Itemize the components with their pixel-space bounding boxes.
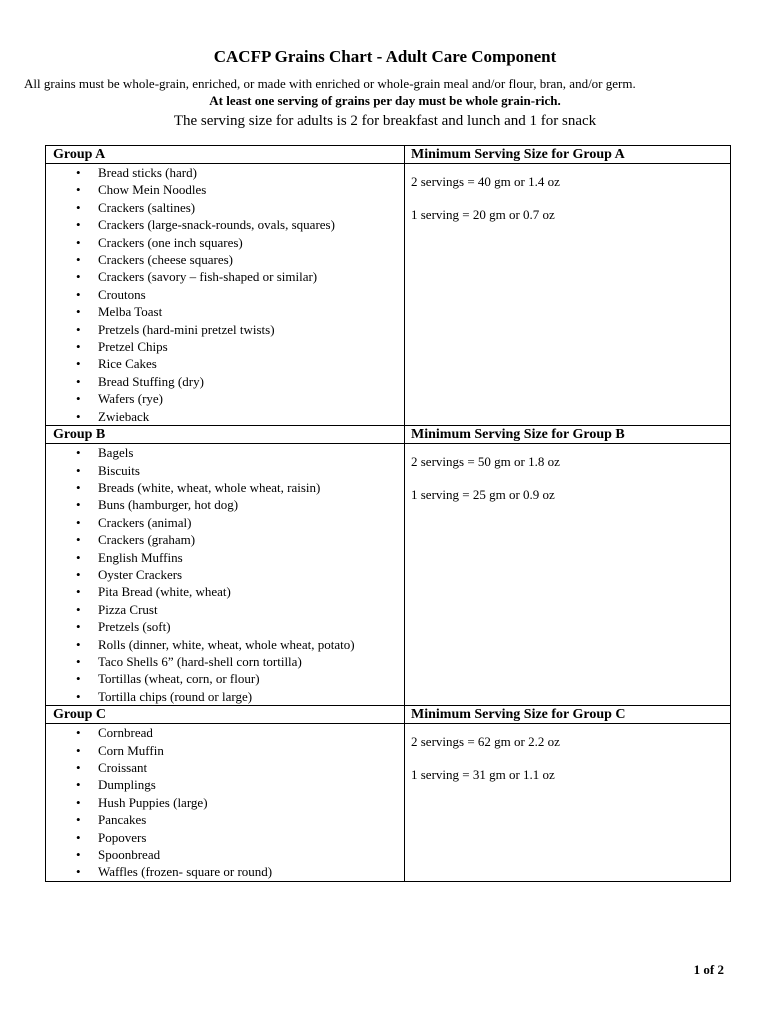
group-c-sizes-cell xyxy=(405,724,731,882)
food-item: • Zwieback xyxy=(46,408,404,425)
food-item: • Crackers (graham) xyxy=(46,531,404,548)
group-b-size-header: Minimum Serving Size for Group B xyxy=(405,426,731,444)
food-item: • Hush Puppies (large) xyxy=(46,794,404,811)
food-item: • Taco Shells 6” (hard-shell corn tortilla) xyxy=(46,653,404,670)
food-item: • Croutons xyxy=(46,286,404,303)
food-item: • Crackers (large-snack-rounds, ovals, squares) xyxy=(46,216,404,233)
serving-size-note: The serving size for adults is 2 for breakfast and lunch and 1 for snack xyxy=(173,113,597,129)
food-item: • Corn Muffin xyxy=(46,742,404,759)
food-item: • Biscuits xyxy=(46,462,404,479)
food-item: • Spoonbread xyxy=(46,846,404,863)
group-a-sizes-cell xyxy=(405,164,731,426)
grains-chart-table xyxy=(45,145,731,882)
group-a-items-cell xyxy=(46,164,405,426)
food-item: • Pizza Crust xyxy=(46,601,404,618)
serving-size-text: 2 servings = 50 gm or 1.8 oz xyxy=(411,454,560,470)
whole-grain-note: At least one serving of grains per day must be whole grain-rich. xyxy=(209,93,561,108)
food-item: • Bread Stuffing (dry) xyxy=(46,373,404,390)
food-item: • Tortillas (wheat, corn, or flour) xyxy=(46,670,404,687)
group-c-body-row xyxy=(46,724,731,882)
group-a-header-row xyxy=(46,146,731,164)
food-item: • Melba Toast xyxy=(46,303,404,320)
food-item: • Popovers xyxy=(46,829,404,846)
serving-size-text: 2 servings = 40 gm or 1.4 oz xyxy=(411,174,560,189)
food-item: • Pretzels (hard-mini pretzel twists) xyxy=(46,321,404,338)
food-item: • Dumplings xyxy=(46,776,404,793)
food-item: • Tortilla chips (round or large) xyxy=(46,688,404,705)
food-item: • Pancakes xyxy=(46,811,404,828)
intro-text: All grains must be whole-grain, enriched, or made with enriched or whole-grain meal and/or flour, bran, and/or germ. xyxy=(24,76,636,91)
group-b-items-cell xyxy=(46,444,405,706)
group-b-header-row xyxy=(46,426,731,444)
group-c-name: Group C xyxy=(46,706,405,724)
group-b-name: Group B xyxy=(46,426,405,444)
food-item: • English Muffins xyxy=(46,549,404,566)
food-item: • Waffles (frozen- square or round) xyxy=(46,863,404,880)
food-item: • Oyster Crackers xyxy=(46,566,404,583)
food-item: • Pretzel Chips xyxy=(46,338,404,355)
food-item: • Crackers (one inch squares) xyxy=(46,234,404,251)
serving-size-text: 2 servings = 62 gm or 2.2 oz xyxy=(411,734,560,750)
serving-size-text: 1 serving = 25 gm or 0.9 oz xyxy=(411,487,555,503)
food-item: • Crackers (cheese squares) xyxy=(46,251,404,268)
food-item: • Cornbread xyxy=(46,724,404,741)
grains-chart-body xyxy=(46,146,731,882)
food-item: • Wafers (rye) xyxy=(46,390,404,407)
serving-size-text: 1 serving = 20 gm or 0.7 oz xyxy=(411,207,555,222)
group-a-size-header: Minimum Serving Size for Group A xyxy=(405,146,731,164)
group-a-body-row xyxy=(46,164,731,426)
food-item: • Rolls (dinner, white, wheat, whole wheat, potato) xyxy=(46,636,404,653)
serving-size-text: 1 serving = 31 gm or 1.1 oz xyxy=(411,767,555,783)
food-item: • Buns (hamburger, hot dog) xyxy=(46,496,404,513)
group-b-body-row xyxy=(46,444,731,706)
document-title: CACFP Grains Chart - Adult Care Component xyxy=(213,47,557,66)
food-item: • Bagels xyxy=(46,444,404,461)
food-item: • Chow Mein Noodles xyxy=(46,181,404,198)
food-item: • Rice Cakes xyxy=(46,355,404,372)
food-item: • Pita Bread (white, wheat) xyxy=(46,583,404,600)
food-item: • Bread sticks (hard) xyxy=(46,164,404,181)
group-c-size-header: Minimum Serving Size for Group C xyxy=(405,706,731,724)
food-item: • Croissant xyxy=(46,759,404,776)
group-b-sizes-cell xyxy=(405,444,731,706)
group-a-name: Group A xyxy=(46,146,405,164)
food-item: • Crackers (saltines) xyxy=(46,199,404,216)
group-c-header-row xyxy=(46,706,731,724)
food-item: • Crackers (savory – fish-shaped or similar) xyxy=(46,268,404,285)
food-item: • Pretzels (soft) xyxy=(46,618,404,635)
group-a-food-list xyxy=(46,164,404,425)
group-b-food-list xyxy=(46,444,404,705)
group-c-food-list xyxy=(46,724,404,881)
food-item: • Breads (white, wheat, whole wheat, raisin) xyxy=(46,479,404,496)
page-number: 1 of 2 xyxy=(693,962,724,977)
group-c-items-cell xyxy=(46,724,405,882)
food-item: • Crackers (animal) xyxy=(46,514,404,531)
